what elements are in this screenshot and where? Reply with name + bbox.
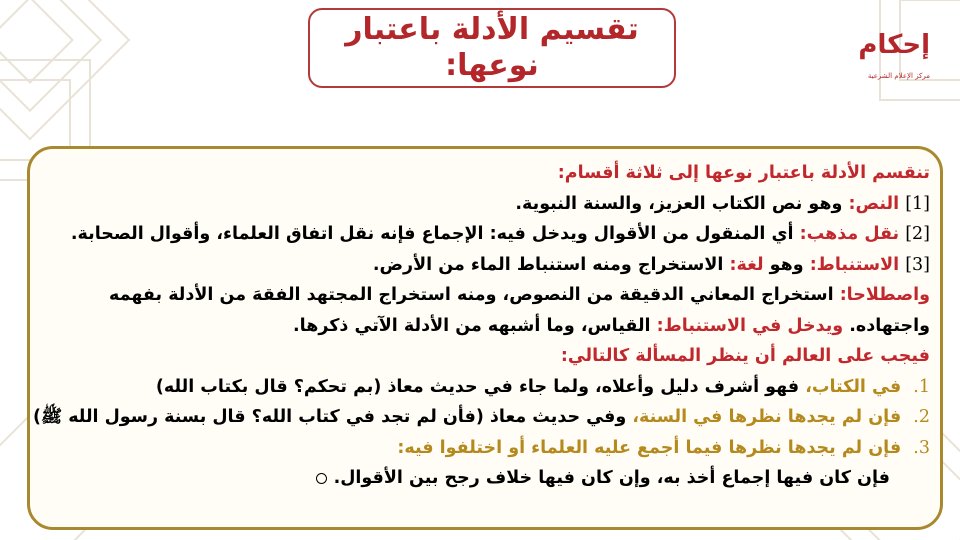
list-item <box>32 402 930 433</box>
section-sublabel: لغة: <box>729 254 764 275</box>
paragraph-istinbat <box>40 250 930 281</box>
intro-line: تنقسم الأدلة باعتبار نوعها إلى ثلاثة أقسام: <box>557 163 930 183</box>
title-box <box>308 8 676 88</box>
sub-bullet-text: فإن كان فيها إجماع أخذ به، وإن كان فيها خلاف رجح بين الأقوال. <box>333 468 890 488</box>
list-item-number: 3. <box>913 437 930 458</box>
list-item-text: فهو أشرف دليل وأعلاه، ولما جاء في حديث معاذ (بم تحكم؟ قال بكتاب الله) <box>155 376 806 397</box>
section-text: الاستخراج ومنه استنباط الماء من الأرض. <box>372 254 730 275</box>
logo-name: إحكام <box>858 30 930 60</box>
section-label: نقل مذهب: <box>799 224 900 244</box>
section-label: الاستنباط: <box>809 254 900 275</box>
list-item <box>40 372 930 403</box>
paragraph-madhhab <box>40 219 930 250</box>
section-label: ويدخل في الاستنباط: <box>656 315 844 336</box>
section-text: القياس، وما أشبهه من الأدلة الآتي ذكرها. <box>293 315 657 336</box>
list-item-label: فإن لم يجدها نظرها في السنة، <box>632 407 902 427</box>
list-item-label: فإن لم يجدها نظرها فيما أجمع عليه العلماء أو اختلفوا فيه: <box>397 437 902 458</box>
content-body <box>32 158 930 494</box>
paragraph-istilahan-1 <box>40 280 930 311</box>
section-text: واجتهاده. <box>843 315 930 336</box>
section-label: واصطلاحا: <box>839 285 930 305</box>
bullet-circle-icon <box>316 473 327 484</box>
logo-subtitle: مركز الإعلام الشرعية <box>867 72 930 80</box>
section-text: أي المنقول من الأقوال ويدخل فيه: الإجماع فإنه نقل اتفاق العلماء، وأقوال الصحابة. <box>70 224 800 244</box>
section-label: النص: <box>848 193 900 214</box>
section-text: استخراج المعاني الدقيقة من النصوص، ومنه استخراج المجتهد الفقهَ من الأدلة بفهمه <box>109 285 840 305</box>
page-title-line-2: نوعها: <box>445 48 539 83</box>
section-number: [1] <box>905 193 930 214</box>
logo <box>840 30 930 94</box>
list-item <box>40 433 930 464</box>
list-item-number: 2. <box>913 407 930 427</box>
sub-bullet-item <box>40 463 930 494</box>
list-item-number: 1. <box>913 376 930 397</box>
paragraph-text-nass <box>40 189 930 220</box>
section-text: وهو نص الكتاب العزيز، والسنة النبوية. <box>515 193 849 214</box>
page-title-line-1: تقسيم الأدلة باعتبار <box>345 12 639 47</box>
steps-heading: فيجب على العالم أن ينظر المسألة كالتالي: <box>560 346 930 366</box>
list-item-text: وفي حديث معاذ (فأن لم تجد في كتاب الله؟ قال بسنة رسول الله ﷺ) <box>32 407 633 427</box>
section-text: وهو <box>763 254 810 275</box>
section-number: [3] <box>905 254 930 275</box>
list-item-label: في الكتاب، <box>805 376 902 397</box>
paragraph-istilahan-2 <box>40 311 930 342</box>
section-number: [2] <box>905 224 930 244</box>
